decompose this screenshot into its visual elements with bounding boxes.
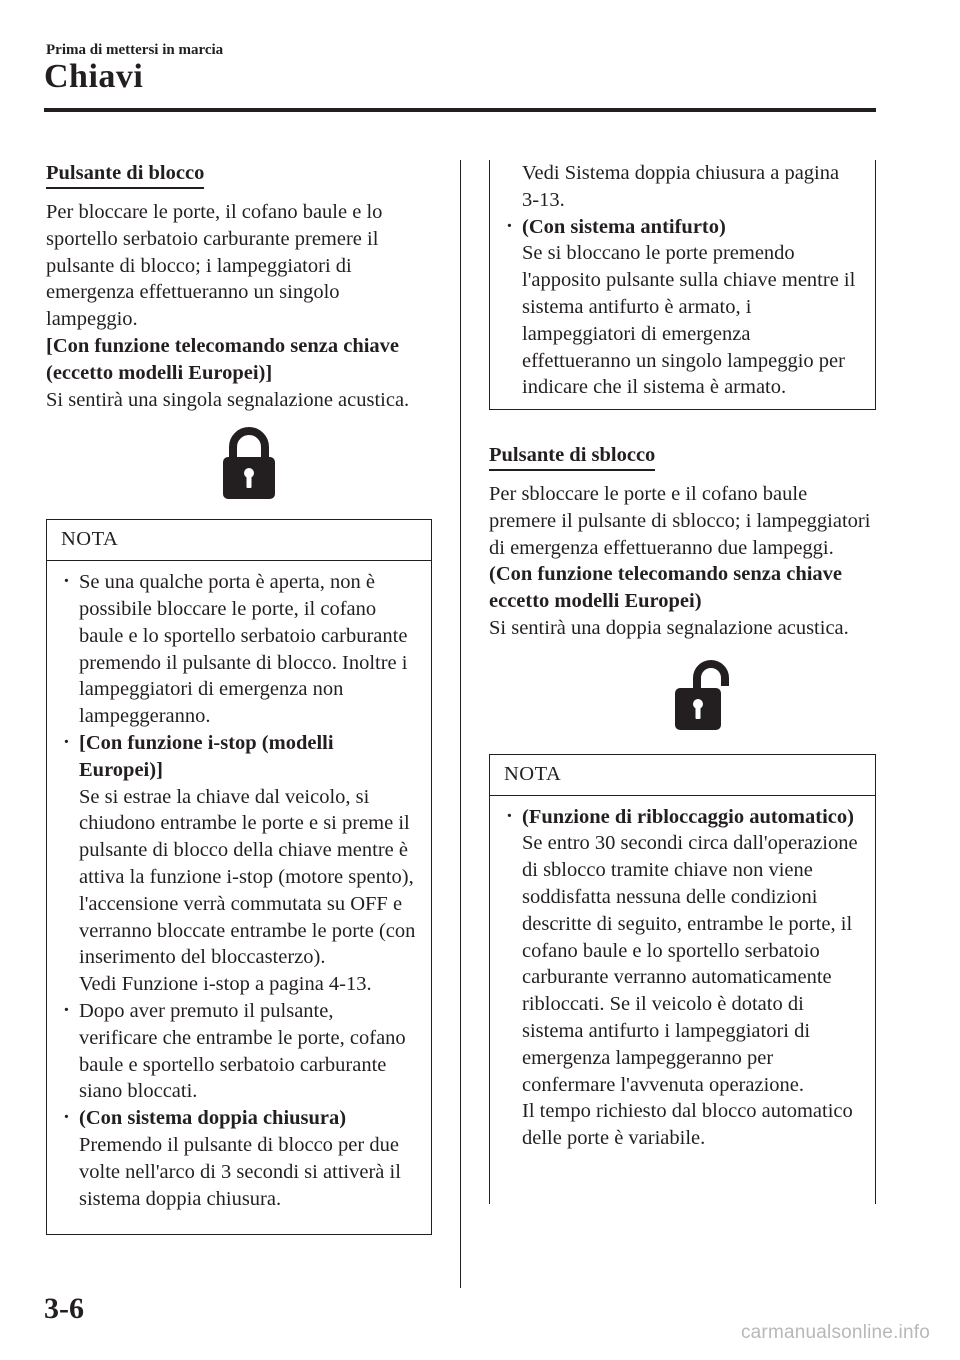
page-number: 3-6 xyxy=(44,1292,84,1325)
list-item: · Se una qualche porta è aperta, non è possibile bloccare le porte, il cofano baule e lo sportello serbatoio carburante premendo il pulsante di blocco. Inoltre i lampeggiatori di emergenza non lampeggeranno. xyxy=(63,570,408,728)
nota-box-unlock xyxy=(489,754,876,1204)
nota-box-lock xyxy=(46,519,432,1235)
right-column xyxy=(489,160,876,1204)
unlock-intro: Per sbloccare le porte e il cofano baule premere il pulsante di sblocco; i lampeggiatori di emergenza effettueranno due lampeggi. xyxy=(489,483,871,559)
lock-subtext: Si sentirà una singola segnalazione acustica. xyxy=(46,388,410,411)
unlock-subhead: (Con funzione telecomando senza chiave eccetto modelli Europei) xyxy=(489,563,843,613)
lock-open-icon xyxy=(489,658,876,732)
unlock-subtext: Si sentirà una doppia segnalazione acustica. xyxy=(489,616,849,639)
section-heading-lock: Pulsante di blocco xyxy=(46,160,204,189)
left-column xyxy=(46,160,434,1235)
nota-box-continued xyxy=(489,160,876,410)
nota-continued-text: Vedi Sistema doppia chiusura a pagina 3-13. xyxy=(522,162,840,211)
list-item: · Dopo aver premuto il pulsante, verificare che entrambe le porte, cofano baule e sportello serbatoio carburante siano bloccati. xyxy=(63,998,406,1103)
watermark: carmanualsonline.info xyxy=(740,1322,930,1343)
page-title: Chiavi xyxy=(44,58,144,95)
nota-title: NOTA xyxy=(47,520,431,561)
lock-closed-icon xyxy=(46,427,434,501)
column-divider xyxy=(460,160,461,1288)
header-rule xyxy=(44,108,876,112)
list-item: · (Con sistema antifurto) Se si bloccano le porte premendo l'apposito pulsante sulla chiave mentre il sistema antifurto è armato, i lampeggiatori di emergenza effettueranno un singolo lampeggio per indicare che il sistema è armato. xyxy=(506,214,856,399)
list-item: · (Funzione di ribloccaggio automatico) Se entro 30 secondi circa dall'operazione di sblocco tramite chiave non viene soddisfatta nessuna delle condizioni descritte di seguito, entrambe le porte, il cofano baule e lo sportello serbatoio carburante verranno automaticamente ribloccati. Se il veicolo è dotato di sistema antifurto i lampeggiatori di emergenza lampeggeranno per confermare l'avvenuta operazione. Il tempo richiesto dal blocco automatico delle porte è variabile. xyxy=(506,804,858,1150)
lock-subhead: [Con funzione telecomando senza chiave (eccetto modelli Europei)] xyxy=(46,334,400,384)
breadcrumb: Prima di mettersi in marcia xyxy=(46,42,224,58)
nota-title: NOTA xyxy=(490,755,875,796)
list-item: · [Con funzione i-stop (modelli Europei)] Se si estrae la chiave dal veicolo, si chiudono entrambe le porte e si preme il pulsante di blocco della chiave mentre è attiva la funzione i-stop (motore spento), l'accensione verrà commutata su OFF e verranno bloccate entrambe le porte (con inserimento del bloccasterzo). Vedi Funzione i-stop a pagina 4-13. xyxy=(63,730,416,996)
lock-intro: Per bloccare le porte, il cofano baule e lo sportello serbatoio carburante premere il pulsante di blocco; i lampeggiatori di emergenza effettueranno un singolo lampeggio. xyxy=(46,201,383,331)
section-heading-unlock: Pulsante di sblocco xyxy=(489,442,655,471)
list-item: · (Con sistema doppia chiusura) Premendo il pulsante di blocco per due volte nell'arco di 3 secondi si attiverà il sistema doppia chiusura. xyxy=(63,1106,401,1210)
